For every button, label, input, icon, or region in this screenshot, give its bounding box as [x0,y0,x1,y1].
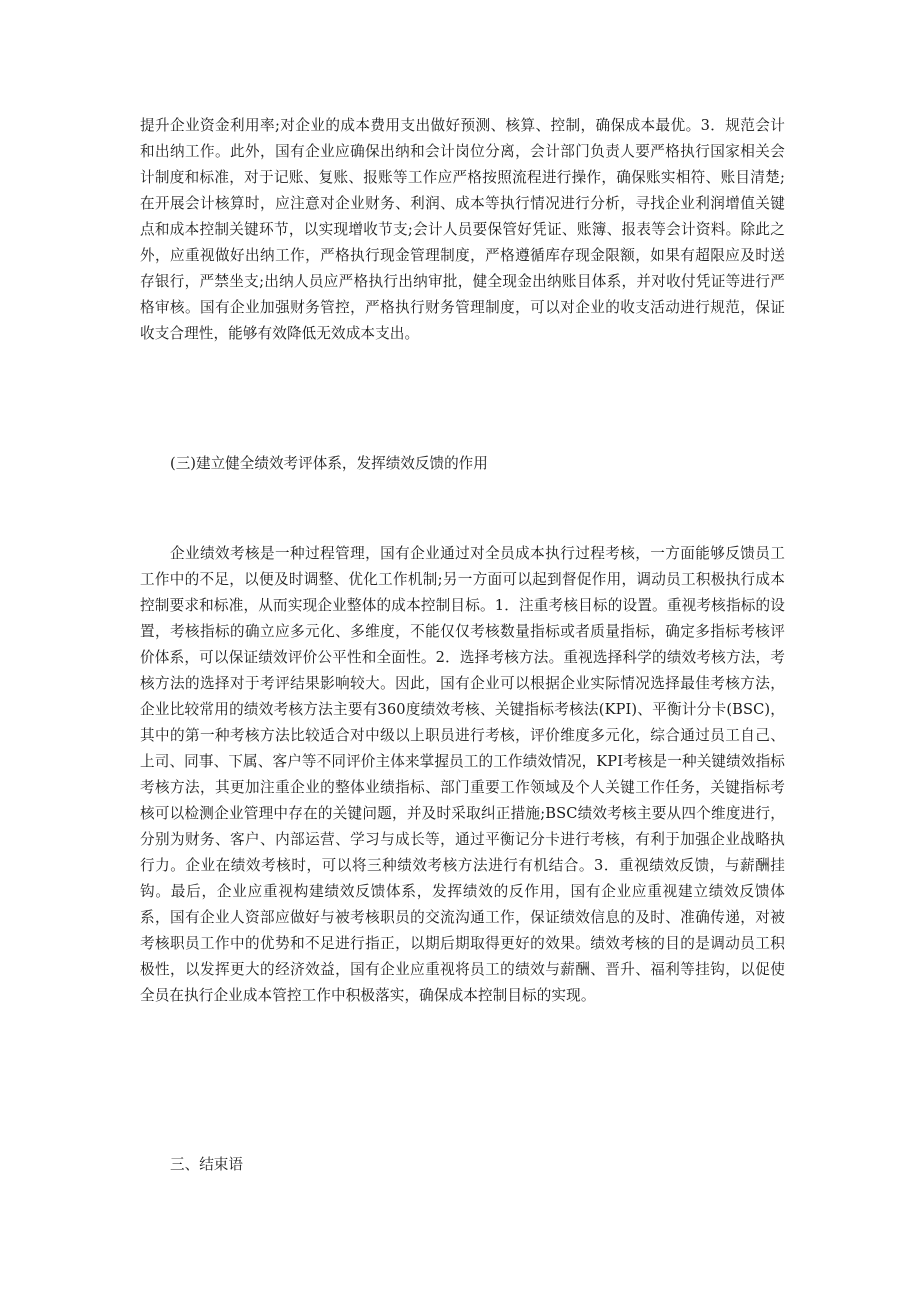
section-heading-performance: (三)建立健全绩效考评体系，发挥绩效反馈的作用 [170,455,488,472]
body-paragraph-accounting: 提升企业资金利用率;对企业的成本费用支出做好预测、核算、控制，确保成本最优。3．规范会计和出纳工作。此外，国有企业应确保出纳和会计岗位分离，会计部门负责人要严格执行国家相关会计制度和标准，对于记账、复账、报账等工作应严格按照流程进行操作，确保账实相符、账目清楚;在开展会计核算时，应注意对企业财务、利润、成本等执行情况进行分析，寻找企业利润增值关键点和成本控制关键环节，以实现增收节支;会计人员要保管好凭证、账簿、报表等会计资料。除此之外，应重视做好出纳工作，严格执行现金管理制度，严格遵循库存现金限额，如果有超限应及时送存银行，严禁坐支;出纳人员应严格执行出纳审批，健全现金出纳账目体系，并对收付凭证等进行严格审核。国有企业加强财务管控，严格执行财务管理制度，可以对企业的收支活动进行规范，保证收支合理性，能够有效降低无效成本支出。 [140,117,785,342]
section-heading-conclusion: 三、结束语 [170,1156,243,1173]
body-paragraph-performance: 企业绩效考核是一种过程管理，国有企业通过对全员成本执行过程考核，一方面能够反馈员工工作中的不足，以便及时调整、优化工作机制;另一方面可以起到督促作用，调动员工积极执行成本控制要求和标准，从而实现企业整体的成本控制目标。1．注重考核目标的设置。重视考核指标的设置，考核指标的确立应多元化、多维度，不能仅仅考核数量指标或者质量指标，确定多指标考核评价体系，可以保证绩效评价公平性和全面性。2．选择考核方法。重视选择科学的绩效考核方法，考核方法的选择对于考评结果影响较大。因此，国有企业可以根据企业实际情况选择最佳考核方法，企业比较常用的绩效考核方法主要有360度绩效考核、关键指标考核法(KPI)、平衡计分卡(BSC)，其中的第一种考核方法比较适合对中级以上职员进行考核，评价维度多元化，综合通过员工自己、上司、同事、下属、客户等不同评价主体来掌握员工的工作绩效情况，KPI考核是一种关键绩效指标考核方法，其更加注重企业的整体业绩指标、部门重要工作领域及个人关键工作任务，关键指标考核可以检测企业管理中存在的关键问题，并及时采取纠正措施;BSC绩效考核主要从四个维度进行，分别为财务、客户、内部运营、学习与成长等，通过平衡记分卡进行考核，有利于加强企业战略执行力。企业在绩效考核时，可以将三种绩效考核方法进行有机结合。3．重视绩效反馈，与薪酬挂钩。最后，企业应重视构建绩效反馈体系，发挥绩效的反作用，国有企业应重视建立绩效反馈体系，国有企业人资部应做好与被考核职员的交流沟通工作，保证绩效信息的及时、准确传递，对被考核职员工作中的优势和不足进行指正，以期后期取得更好的效果。绩效考核的目的是调动员工积极性，以发挥更大的经济效益，国有企业应重视将员工的绩效与薪酬、晋升、福利等挂钩，以促使全员在执行企业成本管控工作中积极落实，确保成本控制目标的实现。 [140,545,785,1004]
